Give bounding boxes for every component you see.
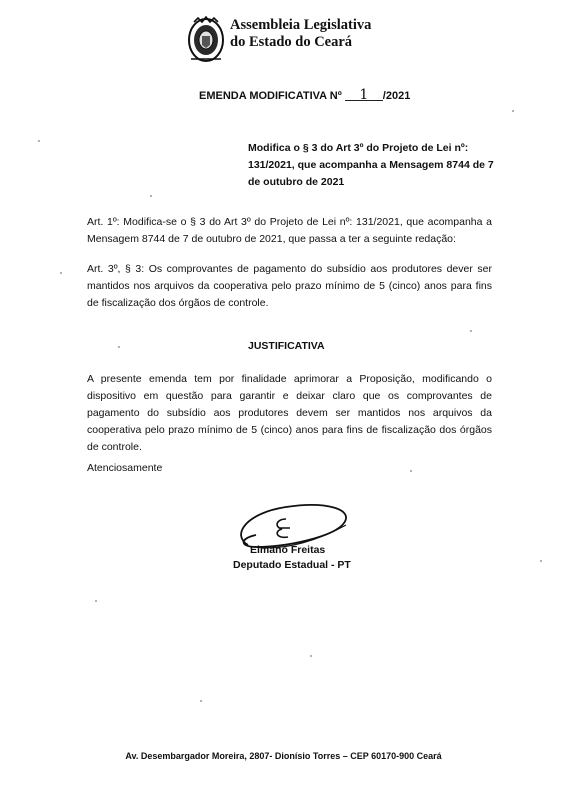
scan-speck	[95, 600, 97, 602]
closing: Atenciosamente	[87, 462, 163, 474]
scan-speck	[470, 330, 472, 332]
justification-heading: JUSTIFICATIVA	[248, 340, 325, 352]
amendment-number: 1	[345, 90, 383, 101]
institution-name	[230, 17, 371, 51]
justification-text: A presente emenda tem por finalidade aprimorar a Proposição, modificando o dispositivo em questão para garantir e deixar claro que os comprovantes de pagamento do subsídio aos produtores devem ser mantidos nos arquivos da cooperativa pelo prazo mínimo de 5 (cinco) anos para fins de fiscalização dos órgãos de controle.	[87, 373, 492, 453]
footer-address: Av. Desembargador Moreira, 2807- Dionísio Torres – CEP 60170-900 Ceará	[125, 751, 442, 761]
scan-speck	[410, 470, 412, 472]
institution-line-2: do Estado do Ceará	[230, 34, 353, 50]
scan-speck	[310, 655, 312, 657]
ementa: Modifica o § 3 do Art 3º do Projeto de Lei nº: 131/2021, que acompanha a Mensagem 8744 de 7 de outubro de 2021	[248, 142, 494, 188]
institution-line-1: Assembleia Legislativa	[230, 17, 372, 33]
title-prefix: EMENDA MODIFICATIVA Nº	[199, 90, 342, 102]
scan-speck	[512, 110, 514, 112]
signatory-name: Elmano Freitas	[250, 544, 326, 556]
article-1: Art. 1º: Modifica-se o § 3 do Art 3º do Projeto de Lei nº: 131/2021, que acompanha a Mensagem 8744 de 7 de outubro de 2021, que passa a ter a seguinte redação:	[87, 216, 492, 245]
scan-speck	[200, 700, 202, 702]
signatory-role: Deputado Estadual - PT	[233, 559, 351, 571]
scan-speck	[540, 560, 542, 562]
scan-speck	[60, 272, 62, 274]
state-seal-icon	[186, 14, 226, 64]
scan-speck	[38, 140, 40, 142]
article-3-paragraph-3: Art. 3º, § 3: Os comprovantes de pagamento do subsídio aos produtores dever ser mantidos nos arquivos da cooperativa pelo prazo mínimo de 5 (cinco) anos para fins de fiscalização dos órgãos de controle.	[87, 263, 492, 309]
document-title	[199, 87, 411, 103]
scan-speck	[118, 346, 120, 348]
title-suffix: /2021	[382, 90, 411, 102]
scan-speck	[150, 195, 152, 197]
letterhead	[186, 14, 416, 64]
